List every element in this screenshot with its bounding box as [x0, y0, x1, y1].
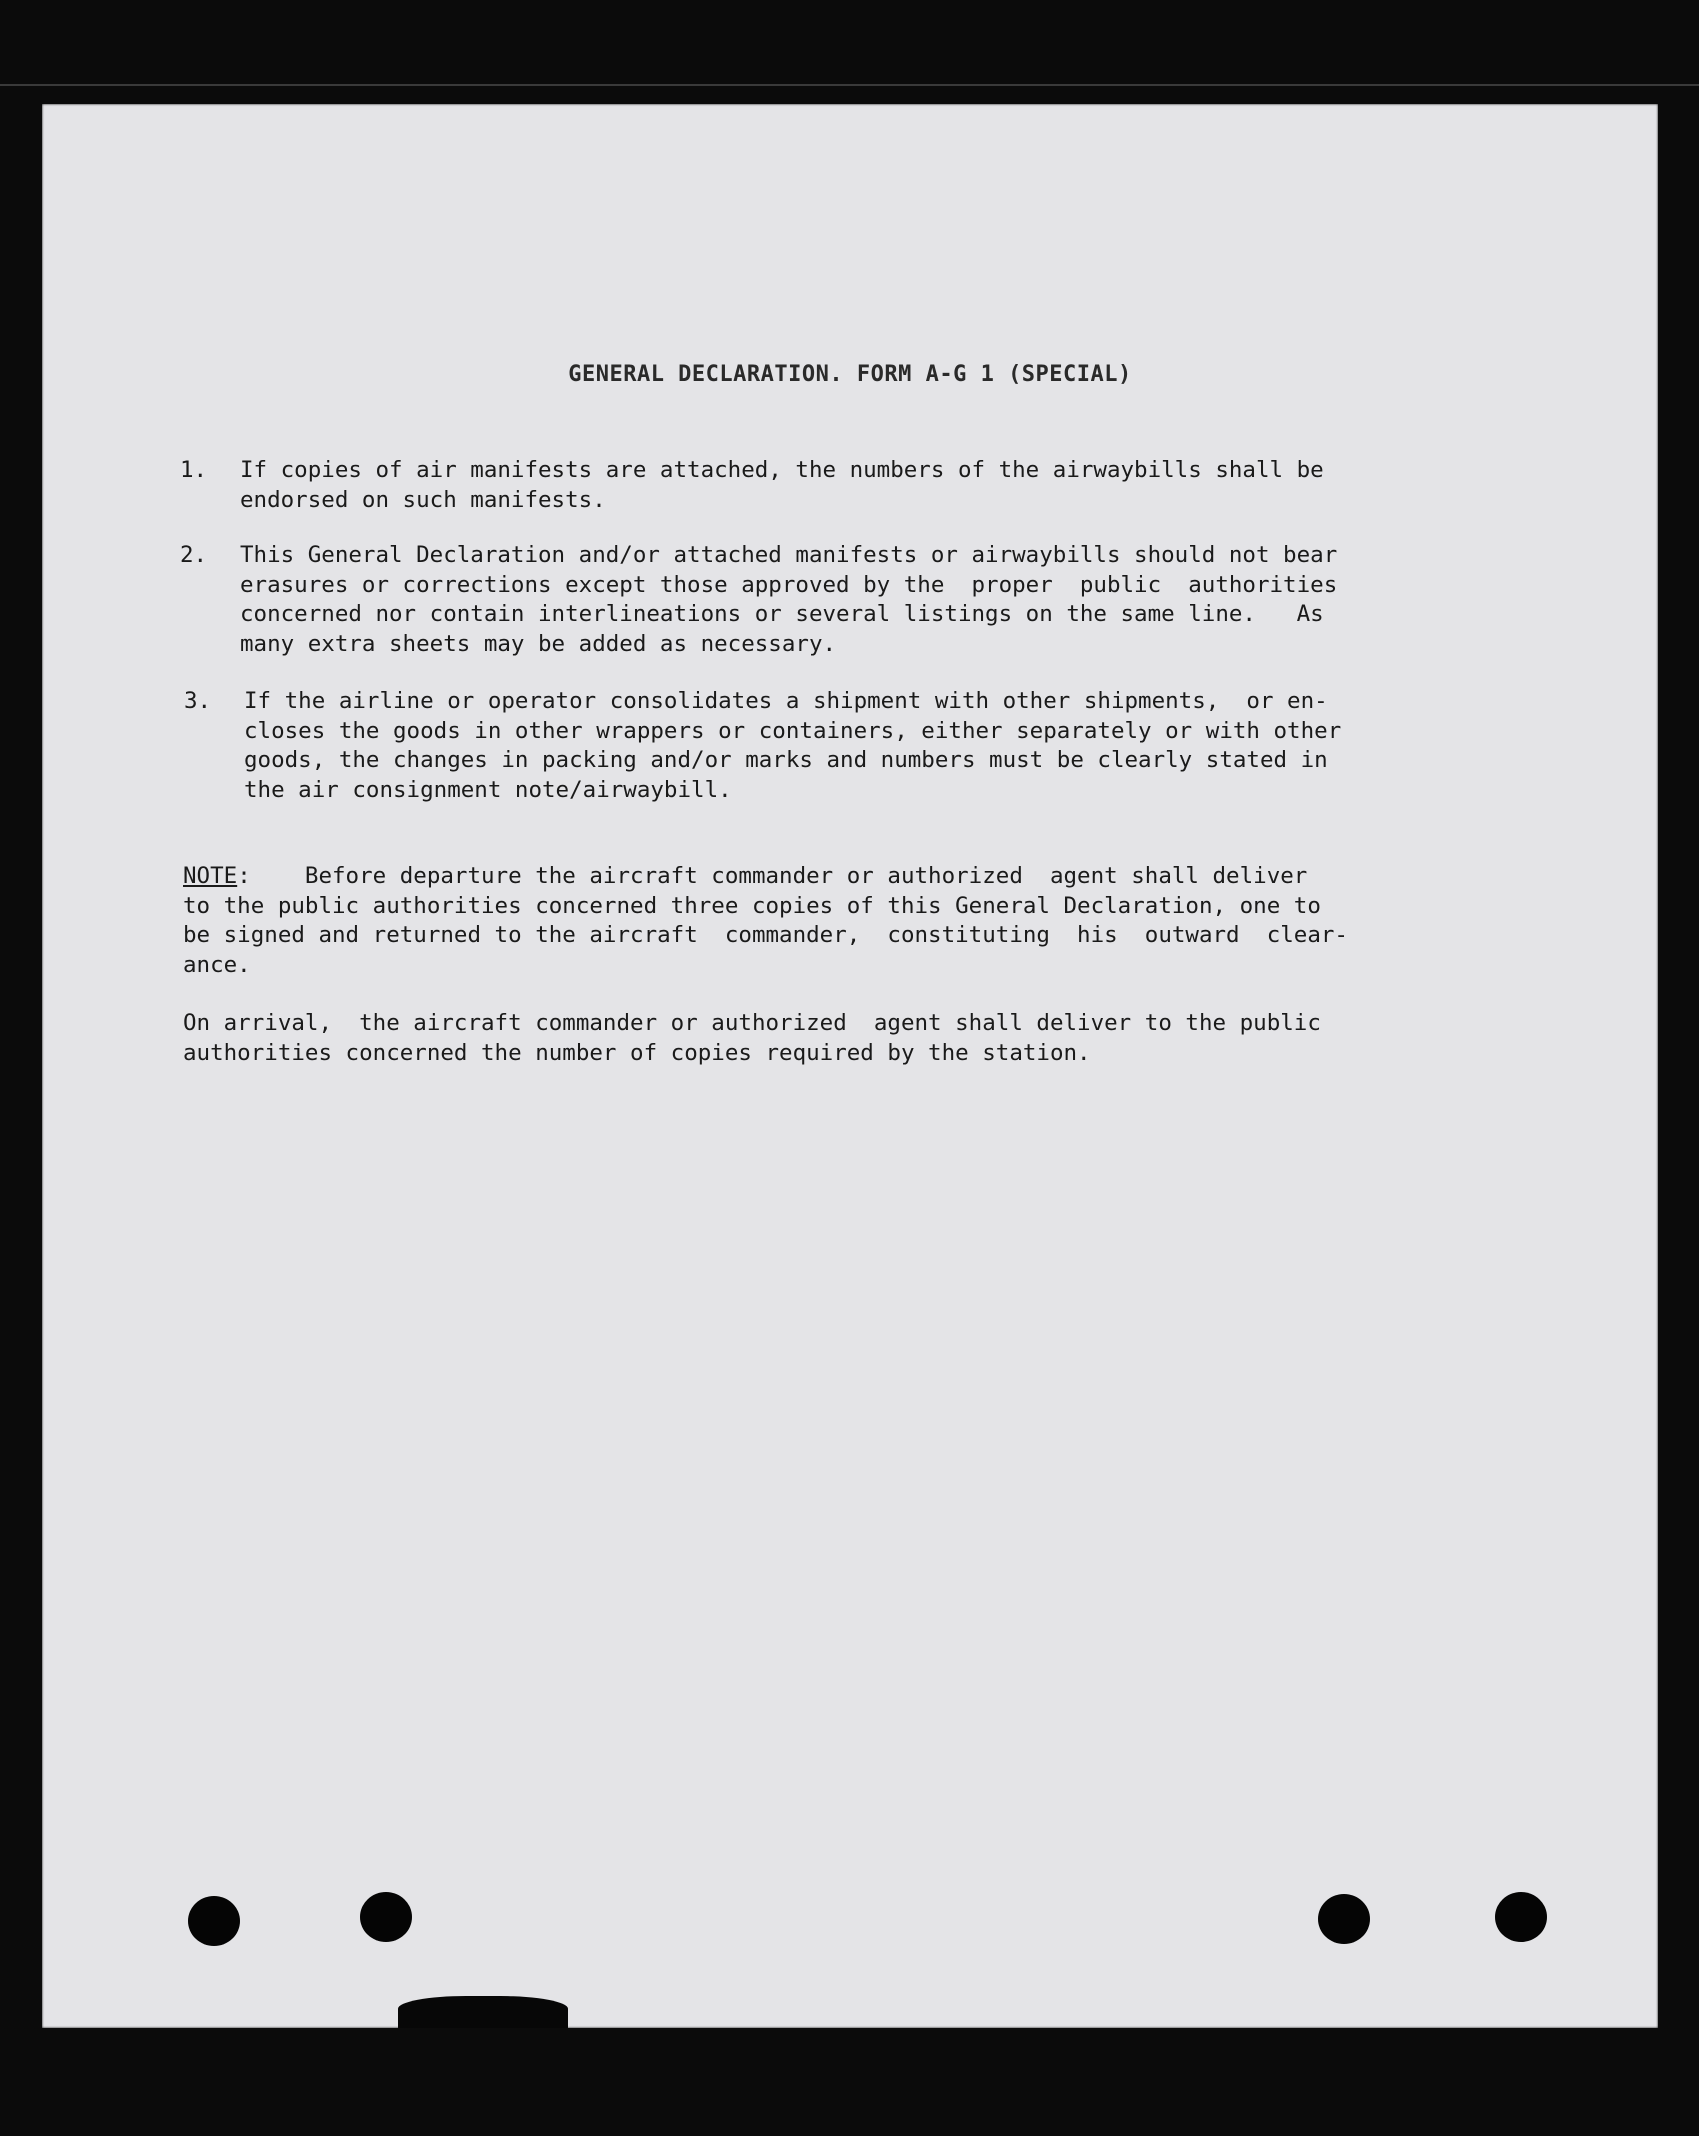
item-line: closes the goods in other wrappers or containers, either separately or with other: [244, 717, 1342, 744]
scan-edge-line: [0, 84, 1699, 86]
note-label: NOTE: [183, 863, 238, 889]
note-first-line: : Before departure the aircraft commander or authorized agent shall deliver: [237, 863, 1308, 889]
note-line: to the public authorities concerned three copies of this General Declaration, one to: [183, 892, 1321, 919]
item-number: 1.: [180, 457, 208, 483]
item-line: If copies of air manifests are attached, the numbers of the airwaybills shall be: [240, 457, 1324, 483]
punch-hole: [1495, 1892, 1547, 1942]
item-line: This General Declaration and/or attached manifests or airwaybills should not bear: [240, 542, 1338, 568]
arrival-text: [183, 1009, 1583, 1068]
item-line: concerned nor contain interlineations or several listings on the same line. As: [240, 601, 1324, 627]
item-line: many extra sheets may be added as necessary.: [240, 630, 837, 657]
document-page: [42, 104, 1658, 2028]
item-line: erasures or corrections except those approved by the proper public authorities: [240, 571, 1338, 598]
note-block: [183, 862, 1583, 980]
paper-damage: [398, 1996, 568, 2028]
arrival-line: On arrival, the aircraft commander or authorized agent shall deliver to the public: [183, 1010, 1321, 1036]
form-title: GENERAL DECLARATION. FORM A-G 1 (SPECIAL): [568, 362, 1132, 387]
note-line: be signed and returned to the aircraft commander, constituting his outward clear-: [183, 922, 1348, 948]
punch-hole: [360, 1892, 412, 1942]
item-text: [244, 687, 1341, 805]
item-line: the air consignment note/airwaybill.: [244, 776, 732, 803]
punch-hole: [1318, 1894, 1370, 1944]
item-number: 2.: [180, 542, 208, 568]
item-text: [240, 456, 1324, 515]
note-line: ance.: [183, 951, 251, 978]
arrival-block: [183, 1009, 1583, 1068]
item-number: 3.: [184, 688, 212, 714]
punch-hole: [188, 1896, 240, 1946]
note-text: [183, 862, 1583, 980]
arrival-line: authorities concerned the number of copies required by the station.: [183, 1039, 1091, 1066]
item-line: endorsed on such manifests.: [240, 486, 606, 513]
item-line: goods, the changes in packing and/or marks and numbers must be clearly stated in: [244, 747, 1328, 773]
item-text: [240, 541, 1337, 659]
item-line: If the airline or operator consolidates a shipment with other shipments, or en-: [244, 688, 1328, 714]
